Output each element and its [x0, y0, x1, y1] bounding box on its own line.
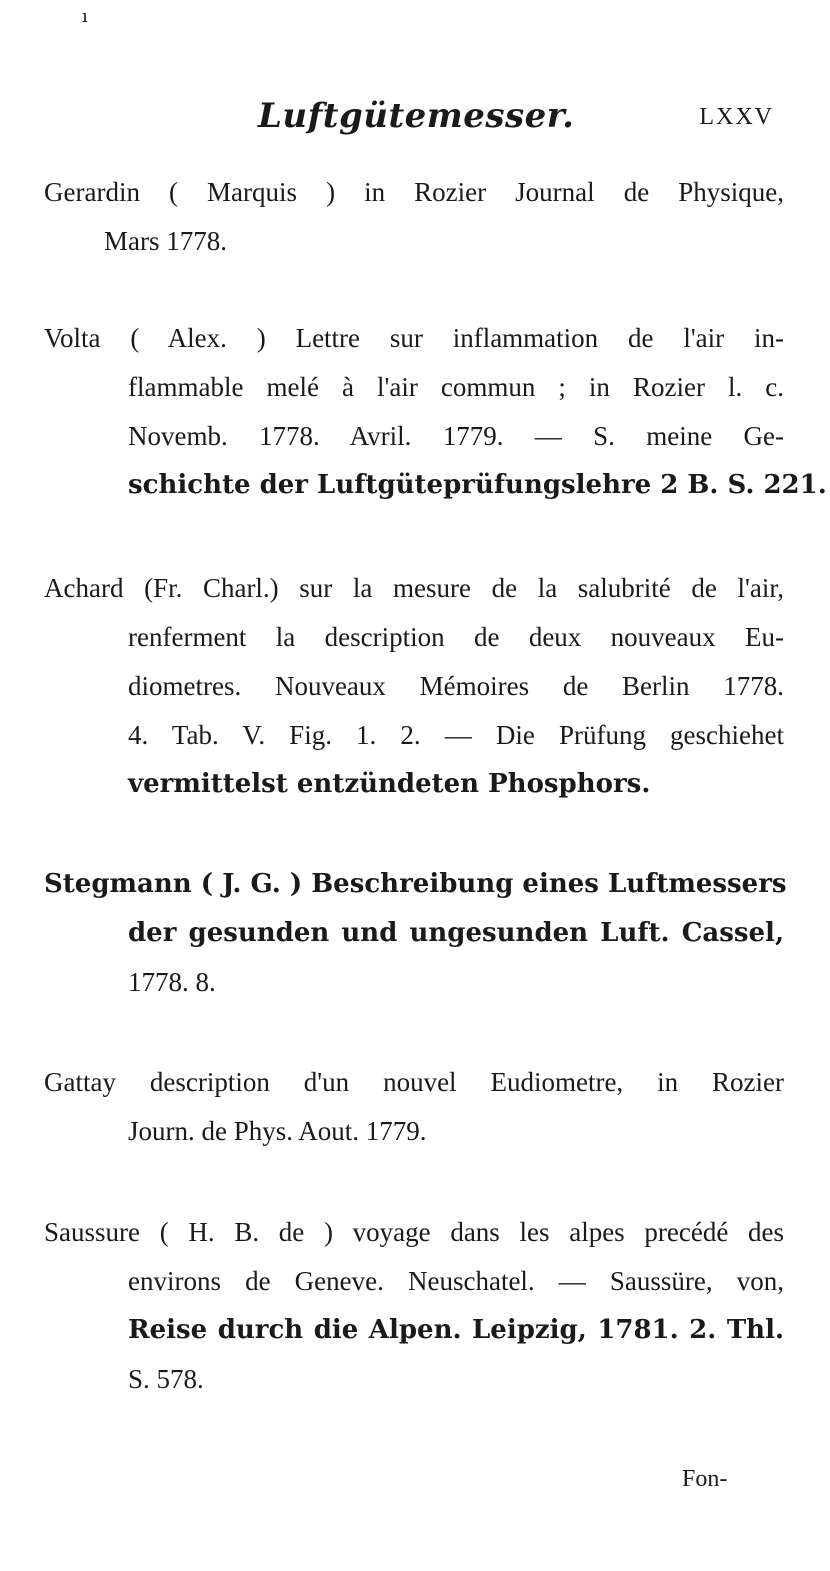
entry-line: 4. Tab. V. Fig. 1. 2. — Die Prüfung geschiehet	[128, 720, 784, 750]
running-head-title: Luftgütemesser.	[258, 96, 575, 136]
entry-line: der gesunden und ungesunden Luft. Cassel,	[128, 918, 784, 948]
entry-line: Novemb. 1778. Avril. 1779. — S. meine Ge-	[128, 421, 784, 451]
bibliography-entry-stegmann	[44, 860, 787, 1007]
entry-line: Saussure ( H. B. de ) voyage dans les alpes precédé des	[44, 1217, 784, 1247]
entry-line: flammable melé à l'air commun ; in Rozier l. c.	[128, 372, 784, 402]
entry-line: Mars 1778.	[104, 226, 227, 256]
entry-line: Gerardin ( Marquis ) in Rozier Journal de Physique,	[44, 177, 784, 207]
entry-line: Journ. de Phys. Aout. 1779.	[128, 1116, 427, 1146]
page-number: LXXV	[699, 104, 774, 130]
entry-line: Volta ( Alex. ) Lettre sur inflammation de l'air in-	[44, 323, 784, 353]
entry-line: Reise durch die Alpen. Leipzig, 1781. 2. Thl.	[128, 1315, 784, 1345]
bibliography-entry-achard	[44, 564, 784, 809]
entry-line: Stegmann ( J. G. ) Beschreibung eines Luftmessers	[44, 869, 787, 899]
entry-line: Gattay description d'un nouvel Eudiometre, in Rozier	[44, 1067, 784, 1097]
entry-line: diometres. Nouveaux Mémoires de Berlin 1778.	[128, 671, 784, 701]
bibliography-entry-saussure	[44, 1208, 784, 1404]
corner-mark: ı	[82, 6, 88, 27]
bibliography-entry-gerardin	[44, 168, 784, 266]
entry-line: vermittelst entzündeten Phosphors.	[128, 769, 651, 799]
entry-line: 1778. 8.	[128, 967, 216, 997]
entry-line: S. 578.	[128, 1364, 204, 1394]
entry-line: Achard (Fr. Charl.) sur la mesure de la salubrité de l'air,	[44, 573, 784, 603]
entry-line: environs de Geneve. Neuschatel. — Saussüre, von,	[128, 1266, 784, 1296]
entry-line: renferment la description de deux nouveaux Eu-	[128, 622, 784, 652]
catchword: Fon-	[682, 1466, 728, 1492]
entry-line: schichte der Luftgüteprüfungslehre 2 B. S. 221.	[128, 470, 827, 500]
bibliography-entry-volta	[44, 314, 827, 510]
running-head	[0, 96, 830, 140]
bibliography-entry-gattay	[44, 1058, 784, 1156]
